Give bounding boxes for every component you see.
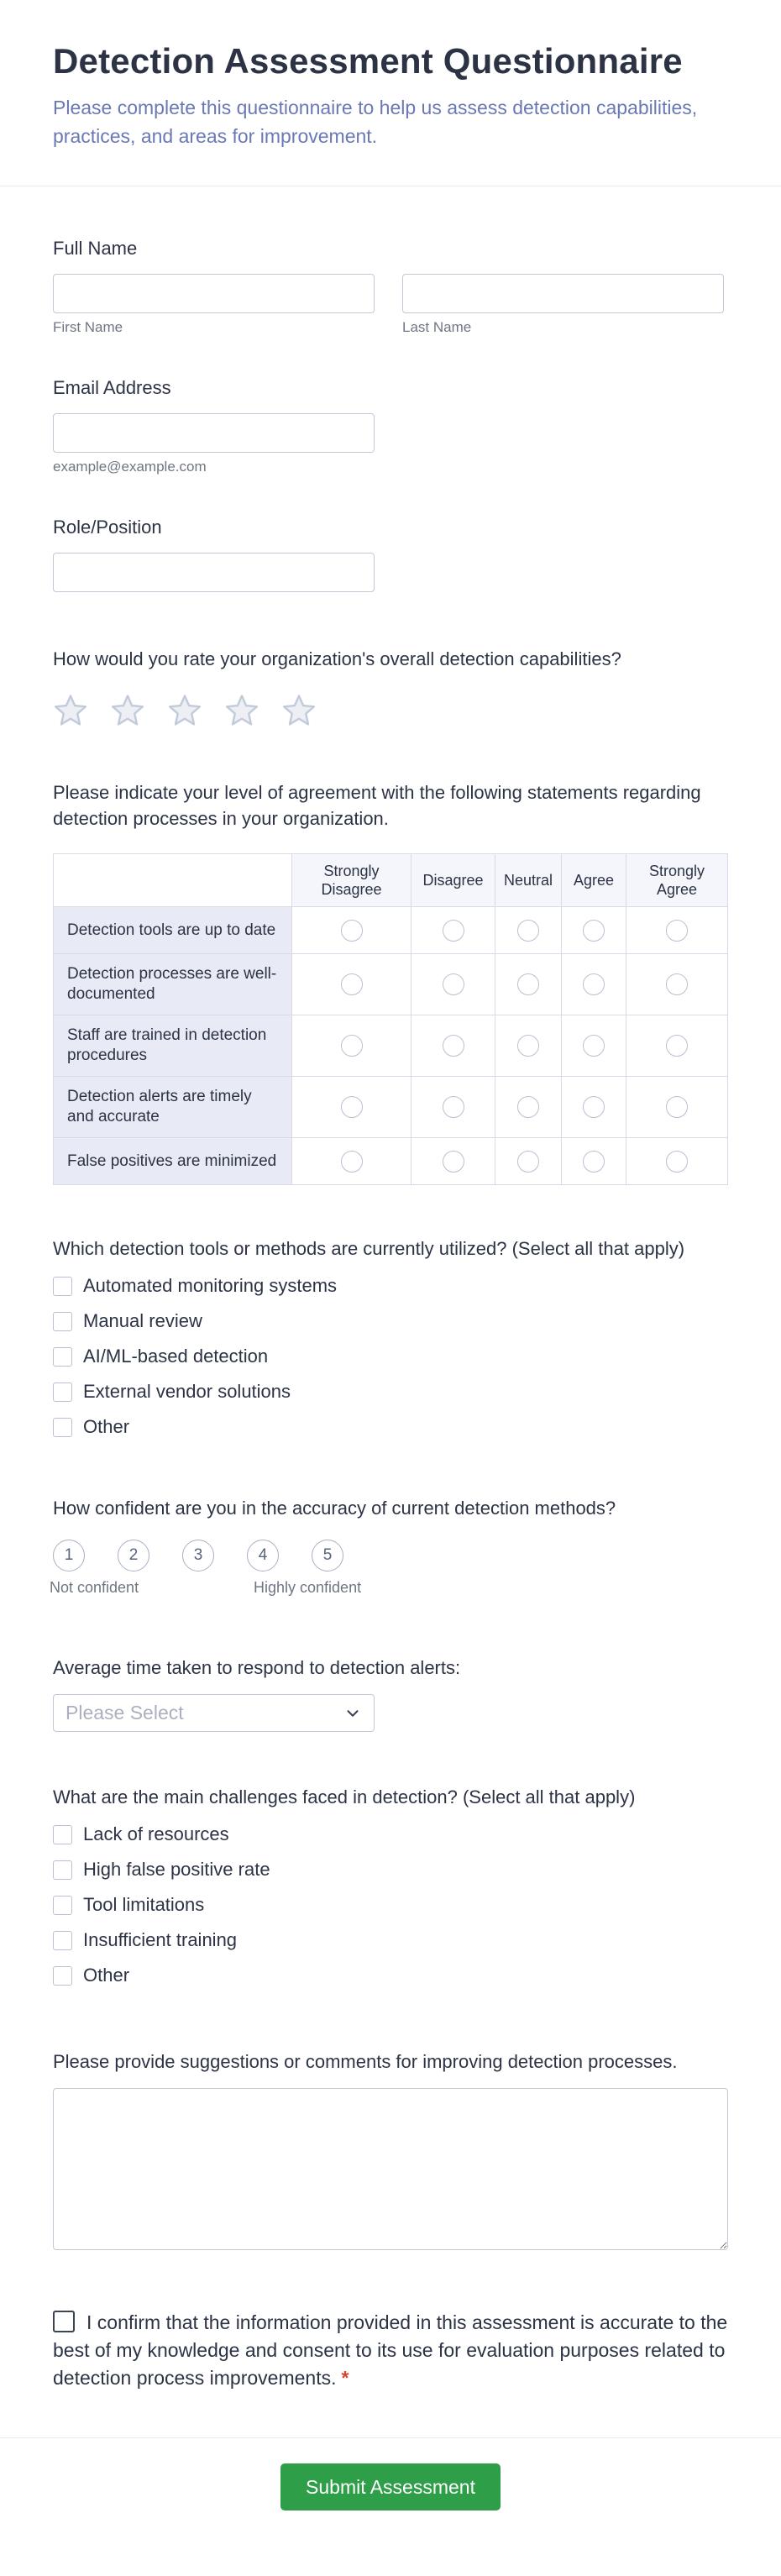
scale-labels [50,1579,728,1599]
matrix-radio[interactable] [443,1035,464,1057]
option-label: Insufficient training [83,1929,238,1950]
consent-section [53,2309,728,2392]
matrix-row [54,907,728,954]
first-name-input[interactable] [53,274,375,313]
matrix-question: Please indicate your level of agreement with the following statements regarding detection processes in your organization. [53,782,701,829]
suggestions-question: Please provide suggestions or comments for improving detection processes. [53,2051,678,2072]
first-name-col [53,274,375,336]
checkbox-option[interactable] [53,1859,728,1881]
star-icon[interactable] [110,692,145,727]
matrix-radio[interactable] [341,973,363,995]
option-label: Lack of resources [83,1823,229,1844]
tools-question: Which detection tools or methods are currently utilized? (Select all that apply) [53,1238,685,1259]
checkbox-icon [53,1312,72,1331]
matrix-radio[interactable] [666,1035,688,1057]
scale-option-3[interactable]: 3 [182,1540,214,1571]
matrix-radio[interactable] [517,1151,539,1173]
matrix-col-header: Agree [562,854,626,907]
checkbox-option[interactable] [53,1965,728,1986]
role-section [53,514,728,592]
matrix-radio[interactable] [517,1096,539,1118]
option-label: Other [83,1965,130,1986]
matrix-col-header: Strongly Agree [626,854,728,907]
option-label: Automated monitoring systems [83,1275,338,1296]
email-input[interactable] [53,413,375,453]
checkbox-option[interactable] [53,1823,728,1845]
suggestions-section [53,2049,728,2250]
matrix-radio[interactable] [583,1035,605,1057]
scale-option-2[interactable]: 2 [118,1540,149,1571]
consent-text: I confirm that the information provided in this assessment is accurate to the best of my knowledge and consent to its use for evaluation purposes related to detection process improvements. [53,2311,728,2389]
tools-section [53,1236,728,1438]
rating-question: How would you rate your organization's overall detection capabilities? [53,648,621,669]
consent-checkbox[interactable] [53,2311,75,2332]
checkbox-icon [53,1896,72,1915]
role-input[interactable] [53,553,375,592]
matrix-row-label: Detection alerts are timely and accurate [54,1077,292,1138]
matrix-radio[interactable] [583,1096,605,1118]
matrix-radio[interactable] [666,973,688,995]
option-label: External vendor solutions [83,1381,291,1402]
checkbox-option[interactable] [53,1416,728,1438]
last-name-sublabel: Last Name [402,319,472,335]
matrix-section [53,779,728,1185]
full-name-row [53,274,728,336]
matrix-radio[interactable] [517,973,539,995]
checkbox-icon [53,1277,72,1296]
matrix-row [54,1015,728,1077]
email-label: Email Address [53,377,171,398]
challenges-section [53,1784,728,1986]
matrix-radio[interactable] [666,1096,688,1118]
page-subtitle: Please complete this questionnaire to help us assess detection capabilities, practices, and areas for improvement. [53,97,698,147]
checkbox-icon [53,1347,72,1367]
matrix-row [54,954,728,1015]
checkbox-icon [53,1418,72,1437]
matrix-radio[interactable] [517,920,539,942]
challenges-question: What are the main challenges faced in detection? (Select all that apply) [53,1786,636,1807]
confidence-question: How confident are you in the accuracy of current detection methods? [53,1498,616,1519]
page-title: Detection Assessment Questionnaire [53,41,683,81]
matrix-radio[interactable] [666,920,688,942]
tools-options [53,1275,728,1438]
matrix-radio[interactable] [341,1035,363,1057]
matrix-corner-cell [54,854,292,907]
email-sublabel: example@example.com [53,459,207,475]
matrix-radio[interactable] [666,1151,688,1173]
scale-option-1[interactable]: 1 [53,1540,85,1571]
option-label: Manual review [83,1310,202,1331]
matrix-radio[interactable] [341,920,363,942]
matrix-row [54,1138,728,1185]
matrix-radio[interactable] [583,973,605,995]
submit-area [0,2438,781,2576]
matrix-col-header: Strongly Disagree [292,854,411,907]
star-icon[interactable] [281,692,317,727]
chevron-down-icon [343,1704,362,1723]
checkbox-option[interactable] [53,1381,728,1403]
matrix-radio[interactable] [443,973,464,995]
last-name-input[interactable] [402,274,724,313]
first-name-sublabel: First Name [53,319,123,335]
star-icon[interactable] [53,692,88,727]
matrix-radio[interactable] [443,1096,464,1118]
star-icon[interactable] [167,692,202,727]
matrix-radio[interactable] [443,920,464,942]
checkbox-icon [53,1966,72,1986]
matrix-row-label: False positives are minimized [54,1138,292,1185]
checkbox-option[interactable] [53,1275,728,1297]
matrix-radio[interactable] [583,920,605,942]
matrix-row-label: Staff are trained in detection procedures [54,1015,292,1077]
matrix-col-header: Neutral [495,854,562,907]
matrix-row-label: Detection tools are up to date [54,907,292,954]
checkbox-icon [53,1382,72,1402]
matrix-row [54,1077,728,1138]
scale-option-5[interactable]: 5 [312,1540,343,1571]
rating-section [53,646,728,727]
star-rating [53,692,728,727]
scale-high-label: Highly confident [254,1579,362,1596]
response-time-section [53,1655,728,1732]
option-label: AI/ML-based detection [83,1346,269,1367]
scale-option-4[interactable]: 4 [247,1540,279,1571]
response-time-question: Average time taken to respond to detection alerts: [53,1657,461,1678]
matrix-radio[interactable] [517,1035,539,1057]
suggestions-textarea[interactable] [53,2088,728,2250]
submit-button[interactable]: Submit Assessment [280,2463,501,2510]
checkbox-icon [53,1931,72,1950]
challenges-options [53,1823,728,1986]
email-section [53,375,728,475]
full-name-label: Full Name [53,238,138,259]
option-label: Other [83,1416,130,1437]
matrix-radio[interactable] [341,1151,363,1173]
scale-low-label: Not confident [50,1579,139,1596]
matrix-col-header: Disagree [411,854,495,907]
matrix-table [53,853,728,1185]
checkbox-option[interactable] [53,1346,728,1367]
role-label: Role/Position [53,517,162,538]
checkbox-option[interactable] [53,1894,728,1916]
checkbox-icon [53,1825,72,1844]
matrix-radio[interactable] [341,1096,363,1118]
confidence-scale [53,1540,728,1571]
star-icon[interactable] [224,692,259,727]
checkbox-option[interactable] [53,1929,728,1951]
confidence-section [50,1495,728,1599]
last-name-col [402,274,724,336]
option-label: High false positive rate [83,1859,270,1880]
full-name-section [53,235,728,336]
option-label: Tool limitations [83,1894,205,1915]
required-asterisk: * [341,2367,349,2389]
checkbox-icon [53,1860,72,1880]
matrix-radio[interactable] [583,1151,605,1173]
select-placeholder: Please Select [66,1702,184,1723]
checkbox-option[interactable] [53,1310,728,1332]
matrix-row-label: Detection processes are well-documented [54,954,292,1015]
response-time-select[interactable] [53,1694,375,1732]
form-content [0,0,781,150]
matrix-radio[interactable] [443,1151,464,1173]
